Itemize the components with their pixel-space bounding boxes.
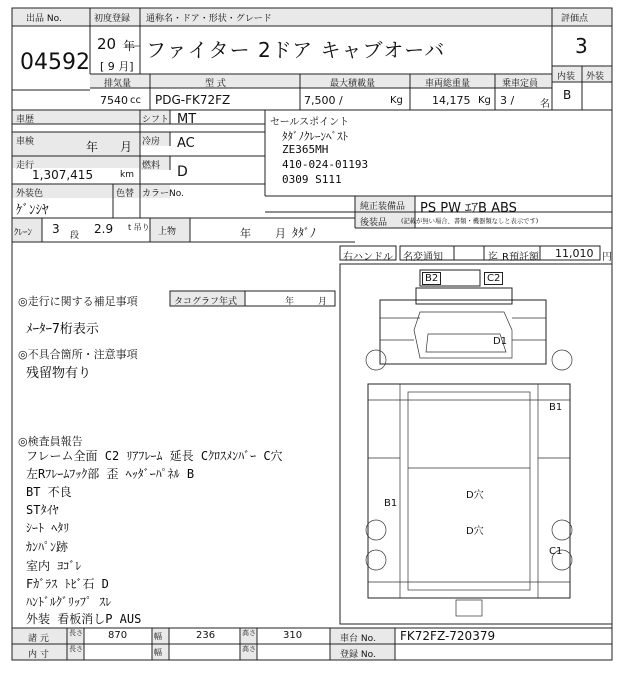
model-label: 型 式 [205, 79, 226, 89]
displacement-value: 7540 [100, 94, 128, 107]
sales-point-line-1: ﾀﾀﾞﾉｸﾚｰﾝﾍﾞｽﾄ [282, 130, 348, 143]
rhd-label: 右ハンドル [343, 252, 393, 263]
diagram-mark-c2: C2 [484, 272, 503, 285]
lot-number: 04592 [20, 50, 90, 75]
aftermarket-label: 後装品 [360, 218, 388, 228]
displacement-unit: cc [130, 95, 141, 106]
mileage-label: 走行 [16, 161, 35, 171]
diagram-mark-b2: B2 [422, 272, 441, 285]
load-capacity-label: 最大積載量 [330, 79, 376, 89]
inspector-line-5: ｼｰﾄ ﾍﾀﾘ [26, 521, 70, 535]
interior-label: 内装 [557, 72, 576, 82]
diagram-mark-c1: C1 [549, 546, 563, 557]
grade-value: 3 [575, 34, 588, 58]
model-value: PDG-FK72FZ [155, 93, 231, 107]
diagram-mark-d-hole-1: D穴 [466, 490, 484, 501]
exterior-label: 外装 [586, 72, 605, 82]
width-label: 幅 [154, 632, 162, 641]
history-label: 車歴 [16, 115, 35, 125]
height-label: 高さ [242, 629, 256, 637]
inspector-line-9: ﾊﾝﾄﾞﾙｸﾞﾘｯﾌﾟ ｽﾚ [26, 595, 112, 609]
inspector-label: ◎検査員報告 [18, 435, 83, 448]
inner-height-label: 高さ [242, 645, 256, 653]
width-value: 236 [196, 630, 216, 641]
color-number-label: カラーNo. [142, 189, 184, 199]
tachograph-month: 月 [318, 297, 328, 307]
tachograph-year: 年 [285, 297, 295, 307]
gvw-label: 車両総重量 [425, 79, 471, 89]
inspector-line-7: 室内 ﾖｺﾞﾚ [26, 559, 82, 573]
inspection-year-unit: 年 [86, 140, 99, 154]
grade-label: 評価点 [561, 14, 589, 24]
deposit-unit: 円 [602, 252, 612, 263]
inspector-line-1: フレーム全面 C2 ﾘｱﾌﾚｰﾑ 延長 Cｸﾛｽﾒﾝﾊﾞｰ C穴 [26, 449, 283, 463]
color-change-label: 色替 [116, 189, 135, 199]
mileage-note: ﾒｰﾀｰ7桁表示 [26, 322, 99, 337]
displacement-label: 排気量 [104, 79, 132, 89]
diagram-mark-d-hole-2: D穴 [466, 526, 484, 537]
diagram-mark-b1-left: B1 [384, 498, 398, 509]
diagram-mark-d1: D1 [493, 336, 508, 347]
load-capacity-value: 7,500 / [304, 94, 343, 107]
length-label: 長さ [69, 629, 83, 637]
mileage-note-label: ◎走行に関する補足事項 [18, 295, 138, 308]
gvw-value: 14,175 [432, 94, 471, 107]
seats-unit: 名 [540, 99, 550, 110]
mileage-unit: km [120, 170, 134, 180]
inspector-line-10: 外装 看板消しP AUS [26, 612, 142, 626]
inspector-line-2: 左Rﾌﾚｰﾑﾌｯｸ部 歪 ﾍｯﾀﾞｰﾊﾟﾈﾙ B [26, 467, 195, 481]
sales-point-line-3: 410-024-01193 [282, 158, 369, 171]
shift-label: シフト [142, 115, 170, 125]
seats-value: 3 / [500, 94, 515, 107]
crane-label: ｸﾚｰﾝ [14, 228, 33, 238]
crane-stages-unit: 段 [70, 231, 80, 241]
equipment-label: 純正装備品 [360, 202, 406, 212]
inspector-line-6: ｶﾝﾊﾟﾝ跡 [26, 540, 69, 554]
tachograph-label: タコグラフ年式 [174, 297, 238, 307]
interior-grade: B [563, 88, 572, 102]
sales-point-label: セールスポイント [270, 117, 350, 128]
defect-note: 残留物有り [26, 366, 92, 381]
registration-year-unit: 年 [123, 39, 136, 53]
shift-value: MT [177, 112, 197, 127]
registration-number-label: 登録 No. [340, 650, 376, 660]
sales-point-line-2: ZE365MH [282, 143, 329, 156]
seats-label: 乗車定員 [502, 79, 539, 89]
inner-width-label: 幅 [154, 648, 162, 657]
body-month-unit: 月 [275, 227, 286, 240]
crane-tons: 2.9 [94, 222, 114, 236]
chassis-number: FK72FZ-720379 [400, 629, 496, 643]
equipment-items: PS PW ｴｱB ABS [420, 201, 517, 216]
spec-label: 諸 元 [28, 634, 49, 644]
chassis-label: 車台 No. [340, 634, 376, 644]
load-capacity-unit: Kg [390, 95, 403, 106]
aftermarket-note: (記載が無い場合、書類・機器類なしと表示です) [401, 217, 539, 225]
color-label: 外装色 [16, 189, 44, 199]
inspection-label: 車検 [16, 137, 35, 147]
crane-stages: 3 [52, 222, 60, 236]
truck-diagram [366, 270, 572, 616]
length-value: 870 [108, 630, 128, 641]
body-year-unit: 年 [240, 227, 251, 240]
body-label: 上物 [158, 227, 177, 237]
registration-month: [ 9 月] [100, 60, 134, 73]
mileage-value: 1,307,415 [32, 168, 94, 182]
mid-glyph: 迄 [488, 252, 498, 263]
inspection-month-unit: 月 [120, 140, 133, 154]
name-change-label: 名変通知 [403, 252, 443, 263]
inspector-line-4: STﾀｲﾔ [26, 503, 59, 517]
registration-year: 20 [97, 35, 117, 53]
inner-label: 内 寸 [28, 650, 49, 660]
ac-value: AC [177, 136, 195, 151]
height-value: 310 [283, 630, 303, 641]
deposit-value: 11,010 [555, 247, 594, 260]
crane-tons-unit: t 吊り [128, 223, 150, 232]
inner-length-label: 長さ [69, 645, 83, 653]
color-value: ｹﾞﾝｼﾔ [16, 203, 49, 218]
body-maker: ﾀﾀﾞﾉ [292, 226, 317, 240]
inspector-line-8: Fｶﾞﾗｽ ﾄﾋﾞ石 D [26, 577, 109, 591]
car-name: ファイター 2ドア キャブオーバ [146, 38, 446, 62]
inspector-line-3: BT 不良 [26, 485, 72, 499]
gvw-unit: Kg [478, 95, 491, 106]
fuel-value: D [177, 164, 188, 180]
lot-label: 出品 No. [26, 14, 62, 24]
diagram-mark-b1-right: B1 [549, 402, 563, 413]
car-name-label: 通称名・ドア・形状・グレード [146, 14, 272, 24]
registration-label: 初度登録 [94, 14, 131, 24]
fuel-label: 燃料 [142, 161, 161, 171]
sales-point-line-4: 0309 S111 [282, 173, 342, 186]
ac-label: 冷房 [142, 137, 161, 147]
deposit-label: R預託額 [502, 252, 539, 263]
defect-label: ◎不具合箇所・注意事項 [18, 348, 138, 361]
